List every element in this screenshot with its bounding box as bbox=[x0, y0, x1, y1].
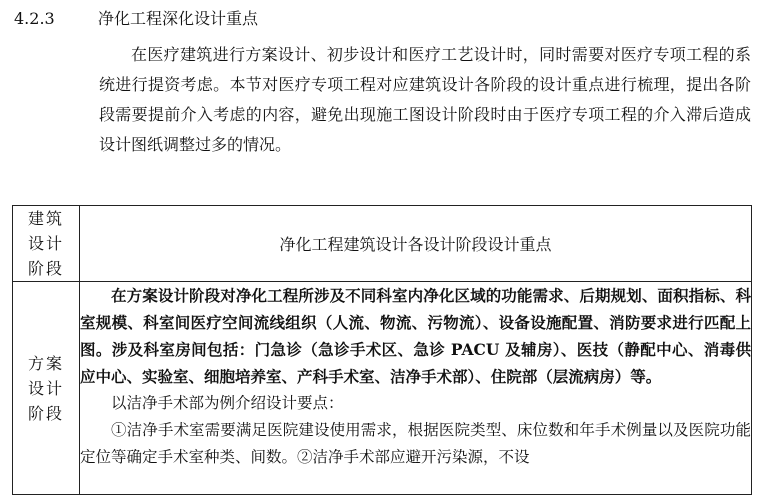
row-content-cell bbox=[80, 282, 752, 495]
section-title: 净化工程深化设计重点 bbox=[98, 9, 259, 28]
row-stage-cell bbox=[13, 282, 80, 495]
row-bold-paragraph: 在方案设计阶段对净化工程所涉及不同科室内净化区域的功能需求、后期规划、面积指标、科室规模、科室间医疗空间流线组织（人流、物流、污物流）、设备设施配置、消防要求进行匹配上图。涉及科室房间包括：门急诊（急诊手术区、急诊 PACU 及辅房）、医技（静配中心、消毒供应中心、实验室、细胞培养室、产科手术室、洁净手术部）、住院部（层流病房）等。 bbox=[80, 286, 751, 386]
section-heading bbox=[14, 8, 258, 30]
header-stage-cell bbox=[13, 206, 80, 282]
header-stage-label: 建筑设计阶段 bbox=[28, 209, 65, 278]
table-header-row bbox=[13, 206, 752, 282]
table-row bbox=[13, 282, 752, 495]
row-detail-paragraph: ①洁净手术室需要满足医院建设使用需求，根据医院类型、床位数和年手术例量以及医院功能定位等确定手术室种类、间数。②洁净手术部应避开污染源，不设 bbox=[80, 421, 751, 466]
design-stage-table bbox=[12, 205, 752, 495]
header-title-cell: 净化工程建筑设计各设计阶段设计重点 bbox=[80, 206, 752, 282]
row-intro-line: 以洁净手术部为例介绍设计要点： bbox=[111, 394, 344, 412]
section-number: 4.2.3 bbox=[14, 9, 55, 28]
intro-paragraph: 在医疗建筑进行方案设计、初步设计和医疗工艺设计时，同时需要对医疗专项工程的系统进行提资考虑。本节对医疗专项工程对应建筑设计各阶段的设计重点进行梳理，提出各阶段需要提前介入考虑的内容，避免出现施工图设计阶段时由于医疗专项工程的介入滞后造成设计图纸调整过多的情况。 bbox=[99, 45, 751, 154]
row-stage-label: 方案设计阶段 bbox=[28, 353, 65, 423]
row-content bbox=[80, 282, 751, 494]
